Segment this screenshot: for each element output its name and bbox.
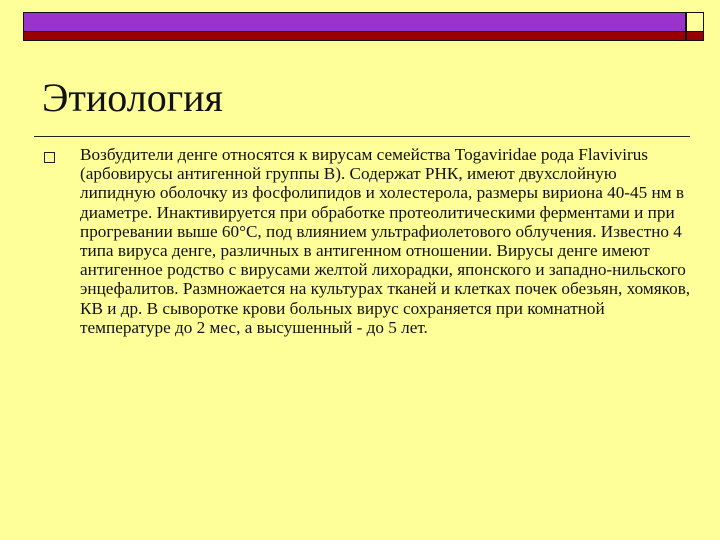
decorative-top-bar-purple	[23, 12, 686, 32]
decorative-corner-square-bottom	[686, 31, 704, 41]
decorative-top-bar-maroon	[23, 31, 686, 41]
hollow-square-bullet-icon	[44, 152, 55, 163]
bullet-text: Возбудители денге относятся к вирусам семейства Togaviridae рода Flavivirus (арбовирусы антигенной группы В). Содержат РНК, имеют двухслойную липидную оболочку из фосфолипидов и холестерола, размеры вириона 40-45 нм в диаметре. Инактивируется при обработке протеолитическими ферментами и при прогревании выше 60°С, под влиянием ультрафиолетового облучения. Известно 4 типа вируса денге, различных в антигенном отношении. Вирусы денге имеют антигенное родство с вирусами желтой лихорадки, японского и западно-нильского энцефалитов. Размножается на культурах тканей и клетках почек обезьян, хомяков, КВ и др. В сыворотке крови больных вирус сохраняется при комнатной температуре до 2 мес, а высушенный - до 5 лет.	[80, 145, 691, 337]
decorative-corner-square-top	[686, 12, 704, 32]
title-divider	[34, 136, 690, 137]
slide-title: Этиология	[42, 75, 223, 120]
